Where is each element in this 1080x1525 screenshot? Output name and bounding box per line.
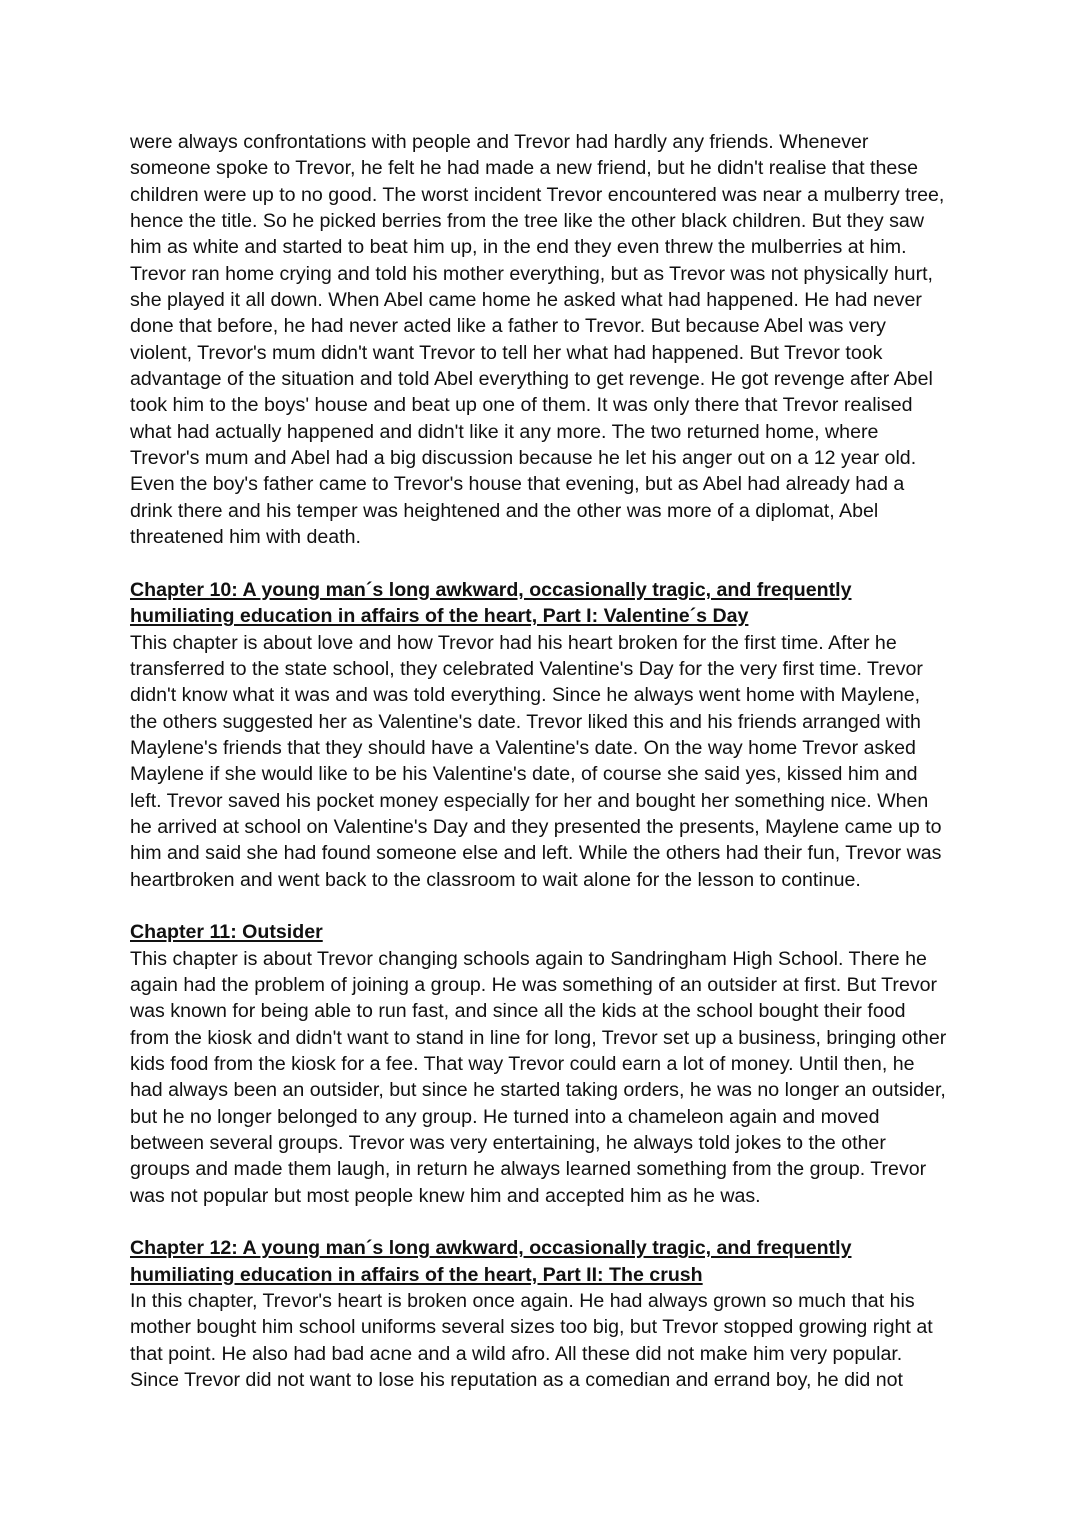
chapter-12-section: [130, 1235, 950, 1393]
chapter-11-body: This chapter is about Trevor changing schools again to Sandringham High School. There he again had the problem of joining a group. He was something of an outsider at first. But Trevor was known for being able to run fast, and since all the kids at the school bought their food from the kiosk and didn't want to stand in line for long, Trevor set up a business, bringing other kids food from the kiosk for a fee. That way Trevor could earn a lot of money. Until then, he had always been an outsider, but since he started taking orders, he was no longer an outsider, but he no longer belonged to any group. He turned into a chameleon again and moved between several groups. Trevor was very entertaining, he always told jokes to the other groups and made them laugh, in return he always learned something from the group. Trevor was not popular but most people knew him and accepted him as he was.: [130, 947, 947, 1207]
chapter-10-heading-line1: Chapter 10: A young man´s long awkward, occasionally tragic, and frequently: [130, 578, 852, 601]
chapter-10-heading-line2: humiliating education in affairs of the heart, Part I: Valentine´s Day: [130, 605, 749, 628]
chapter-12-body: In this chapter, Trevor's heart is broken once again. He had always grown so much that his mother bought him school uniforms several sizes too big, but Trevor stopped growing right at that point. He also had bad acne and a wild afro. All these did not make him very popular. Since Trevor did not want to lose his reputation as a comedian and errand boy, he did not: [130, 1290, 933, 1392]
paragraph-spacer: [130, 893, 950, 919]
chapter-10-section: [130, 577, 950, 893]
chapter-11-heading: Chapter 11: Outsider: [130, 921, 323, 944]
chapter-12-heading-line2: humiliating education in affairs of the heart, Part II: The crush: [130, 1263, 703, 1286]
paragraph-spacer: [130, 551, 950, 577]
intro-block: [130, 129, 950, 551]
chapter-11-section: [130, 919, 950, 1209]
paragraph-spacer: [130, 1209, 950, 1235]
chapter-10-heading: [130, 577, 950, 630]
document-page: [130, 129, 950, 1394]
chapter-12-heading: [130, 1235, 950, 1288]
chapter-10-body: This chapter is about love and how Trevor had his heart broken for the first time. After he transferred to the state school, they celebrated Valentine's Day for the very first time. Trevor didn't know what it was and was told everything. Since he always went home with Maylene, the others suggested her as Valentine's date. Trevor liked this and his friends arranged with Maylene's friends that they should have a Valentine's date. On the way home Trevor asked Maylene if she would like to be his Valentine's date, of course she said yes, kissed him and left. Trevor saved his pocket money especially for her and bought her something nice. When he arrived at school on Valentine's Day and they presented the presents, Maylene came up to him and said she had found someone else and left. While the others had their fun, Trevor was heartbroken and went back to the classroom to wait alone for the lesson to continue.: [130, 631, 942, 891]
chapter-12-heading-line1: Chapter 12: A young man´s long awkward, occasionally tragic, and frequently: [130, 1237, 852, 1260]
intro-paragraph: were always confrontations with people and Trevor had hardly any friends. Whenever someone spoke to Trevor, he felt he had made a new friend, but he didn't realise that these children were up to no good. The worst incident Trevor encountered was near a mulberry tree, hence the title. So he picked berries from the tree like the other black children. But they saw him as white and started to beat him up, in the end they even threw the mulberries at him. Trevor ran home crying and told his mother everything, but as Trevor was not physically hurt, she played it all down. When Abel came home he asked what had happened. He had never done that before, he had never acted like a father to Trevor. But because Abel was very violent, Trevor's mum didn't want Trevor to tell her what had happened. But Trevor took advantage of the situation and told Abel everything to get revenge. He got revenge after Abel took him to the boys' house and beat up one of them. It was only there that Trevor realised what had actually happened and didn't like it any more. The two returned home, where Trevor's mum and Abel had a big discussion because he let his anger out on a 12 year old. Even the boy's father came to Trevor's house that evening, but as Abel had already had a drink there and his temper was heightened and the other was more of a diplomat, Abel threatened him with death.: [130, 131, 945, 549]
